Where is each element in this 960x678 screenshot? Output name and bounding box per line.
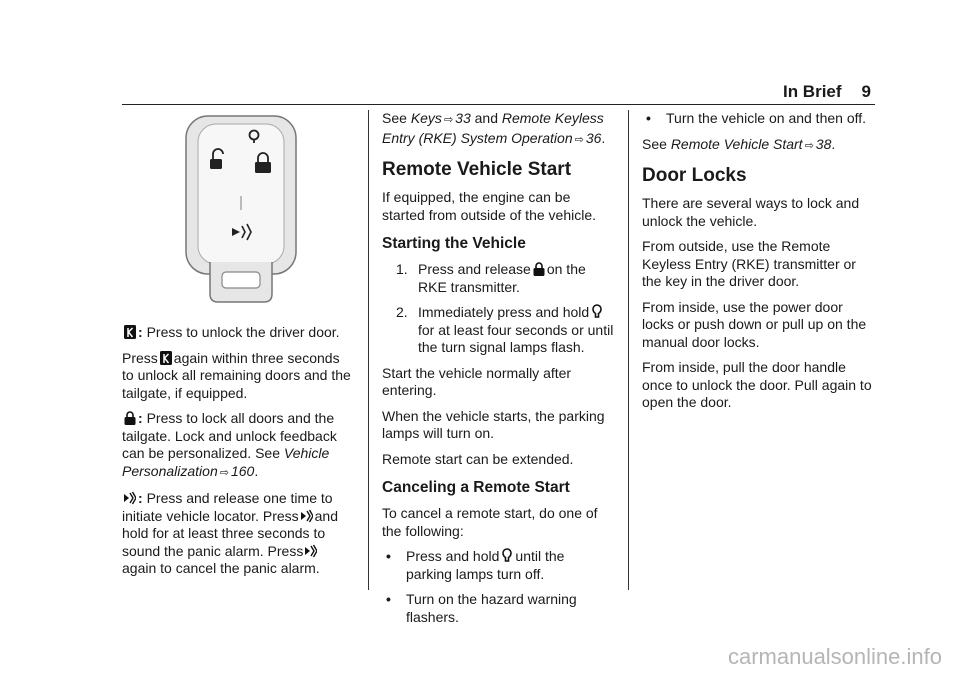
cancel-list-continued xyxy=(642,110,874,128)
heading-canceling-remote-start: Canceling a Remote Start xyxy=(382,479,570,496)
steps-list xyxy=(382,261,614,357)
list-item: • Press and hold until the parking lamps turn off. xyxy=(386,548,565,582)
remote-start-icon xyxy=(591,304,603,319)
cross-reference-page[interactable]: 38 xyxy=(815,135,832,152)
cross-reference-page[interactable]: 33 xyxy=(455,110,471,126)
unlock-icon xyxy=(124,325,136,339)
see-also-paragraph: See Remote Vehicle Start ⇨ 38. xyxy=(642,135,836,152)
cross-reference-link[interactable]: Remote Vehicle Start xyxy=(670,135,803,152)
column-1 xyxy=(122,110,354,586)
list-item: • Turn the vehicle on and then off. xyxy=(646,110,867,126)
list-item: 1. Press and release on the RKE transmitter. xyxy=(396,261,586,295)
panic-icon xyxy=(124,491,136,505)
heading-starting-the-vehicle: Starting the Vehicle xyxy=(382,235,526,252)
page-header xyxy=(122,80,875,105)
panic-icon xyxy=(305,544,317,558)
cross-reference-page[interactable]: 160 xyxy=(230,462,255,479)
watermark: carmanualsonline.info xyxy=(727,644,942,669)
paragraph: If equipped, the engine can be started from outside of the vehicle. xyxy=(382,189,596,223)
panic-icon xyxy=(301,509,313,523)
lock-paragraph: : Press to lock all doors and the tailgate. Lock and unlock feedback can be personalized. See Vehicle Personalization ⇨ 160. xyxy=(122,410,337,479)
paragraph: Remote start can be extended. xyxy=(382,450,574,467)
header-text xyxy=(783,82,871,102)
page-ref-arrow-icon: ⇨ xyxy=(443,114,454,126)
cross-reference-link[interactable]: Vehicle Personalization xyxy=(122,445,330,479)
see-also-paragraph: See Keys ⇨ 33 and Remote Keyless Entry (RKE) System Operation ⇨ 36. xyxy=(382,110,606,146)
unlock-paragraph: : Press to unlock the driver door. xyxy=(122,324,354,342)
list-item: • Turn on the hazard warning flashers. xyxy=(386,591,577,625)
remote-start-icon xyxy=(501,548,513,563)
paragraph: There are several ways to lock and unlock the vehicle. xyxy=(642,195,860,229)
page-number: 9 xyxy=(861,82,871,101)
paragraph: To cancel a remote start, do one of the following: xyxy=(382,505,598,539)
unlock-icon xyxy=(160,351,172,365)
column-divider xyxy=(368,110,369,590)
paragraph: Start the vehicle normally after entering. xyxy=(382,364,572,398)
heading-remote-vehicle-start: Remote Vehicle Start xyxy=(382,159,572,180)
page-ref-arrow-icon: ⇨ xyxy=(804,139,814,152)
key-fob-illustration xyxy=(180,112,302,312)
paragraph: From inside, pull the door handle once to unlock the door. Pull again to open the door. xyxy=(642,359,872,410)
paragraph: From outside, use the Remote Keyless Entry (RKE) transmitter or the key in the driver door. xyxy=(642,238,856,289)
cross-reference-link[interactable]: Remote Keyless Entry (RKE) System Operation xyxy=(382,110,604,146)
column-2 xyxy=(382,110,614,634)
panic-paragraph: : Press and release one time to initiate vehicle locator. Press and hold for at least three seconds to sound the panic alarm. Press again to cancel the panic alarm. xyxy=(122,490,338,576)
column-3 xyxy=(642,110,874,420)
heading-door-locks: Door Locks xyxy=(642,165,747,186)
list-item: 2. Immediately press and hold for at least four seconds or until the turn signal lamps flash. xyxy=(396,304,614,355)
paragraph: From inside, use the power door locks or push down or pull up on the manual door locks. xyxy=(642,298,867,350)
page-ref-arrow-icon: ⇨ xyxy=(574,133,584,146)
lock-icon xyxy=(533,262,545,276)
lock-icon xyxy=(124,411,136,425)
paragraph: When the vehicle starts, the parking lamps will turn on. xyxy=(382,407,605,441)
column-divider xyxy=(628,110,629,590)
unlock-again-paragraph: Press again within three seconds to unlock all remaining doors and the tailgate, if equipped. xyxy=(122,349,351,401)
section-title: In Brief xyxy=(782,82,842,101)
cancel-list xyxy=(382,548,614,626)
page-ref-arrow-icon: ⇨ xyxy=(219,466,229,479)
cross-reference-page[interactable]: 36 xyxy=(585,129,602,146)
cross-reference-link[interactable]: Keys xyxy=(410,110,442,126)
